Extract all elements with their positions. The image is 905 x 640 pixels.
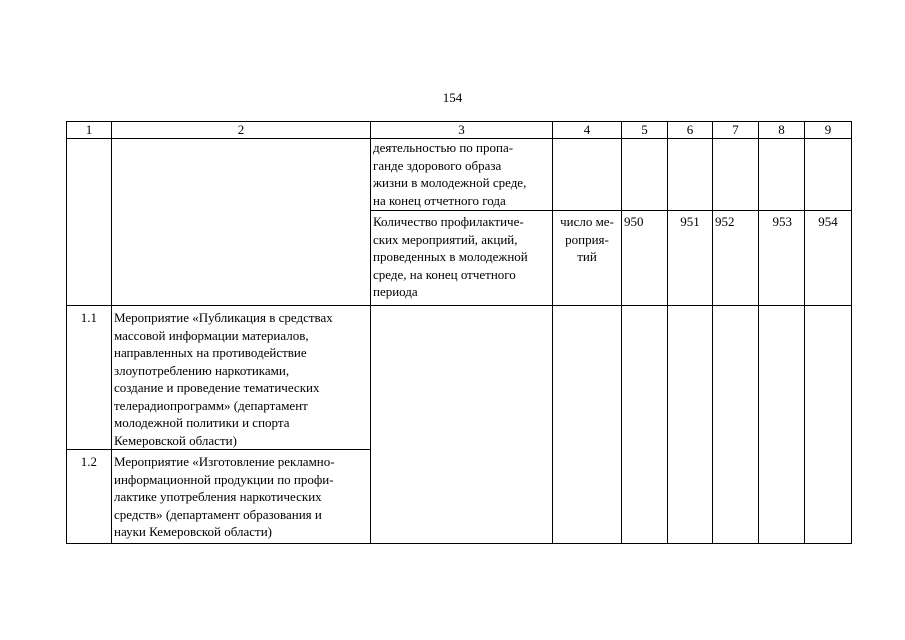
value-cell — [713, 306, 759, 544]
header-col-9: 9 — [805, 122, 852, 139]
header-row — [67, 122, 852, 139]
table-row — [67, 306, 852, 450]
value-cell-9: 954 — [805, 211, 852, 306]
table-row — [67, 139, 852, 211]
value-cell-6: 951 — [668, 211, 713, 306]
event-name-cell: Мероприятие «Изготовление рекламно- информационной продукции по профи- лактике употребления наркотических средств» (департамент образования и науки Кемеровской области) — [112, 450, 371, 544]
unit-cell: число ме- роприя- тий — [553, 211, 622, 306]
header-col-1: 1 — [67, 122, 112, 139]
row-number-cell: 1.2 — [67, 450, 112, 544]
value-cell-7: 952 — [713, 211, 759, 306]
value-cell-8: 953 — [759, 211, 805, 306]
value-cell — [668, 139, 713, 211]
row-number-cell: 1.1 — [67, 306, 112, 450]
header-col-8: 8 — [759, 122, 805, 139]
value-cell — [759, 139, 805, 211]
value-cell — [622, 306, 668, 544]
header-col-5: 5 — [622, 122, 668, 139]
value-cell — [759, 306, 805, 544]
header-col-4: 4 — [553, 122, 622, 139]
unit-cell — [553, 139, 622, 211]
empty-number-cell — [67, 139, 112, 306]
page-number: 154 — [442, 90, 463, 105]
value-cell — [713, 139, 759, 211]
indicator-cell: деятельностью по пропа- ганде здорового образа жизни в молодежной среде, на конец отчетного года — [371, 139, 553, 211]
value-cell-5: 950 — [622, 211, 668, 306]
value-cell — [805, 139, 852, 211]
indicator-cell: Количество профилактиче- ских мероприятий, акций, проведенных в молодежной среде, на конец отчетного периода — [371, 211, 553, 306]
header-col-6: 6 — [668, 122, 713, 139]
header-col-2: 2 — [112, 122, 371, 139]
value-cell — [668, 306, 713, 544]
header-col-7: 7 — [713, 122, 759, 139]
program-table — [66, 121, 852, 544]
value-cell — [622, 139, 668, 211]
header-col-3: 3 — [371, 122, 553, 139]
event-name-cell: Мероприятие «Публикация в средствах массовой информации материалов, направленных на противодействие злоупотреблению наркотиками, создание и проведение тематических телерадиопрограмм» (департамент молодежной политики и спорта Кемеровской области) — [112, 306, 371, 450]
empty-name-cell — [112, 139, 371, 306]
indicator-cell — [371, 306, 553, 544]
unit-cell — [553, 306, 622, 544]
value-cell — [805, 306, 852, 544]
